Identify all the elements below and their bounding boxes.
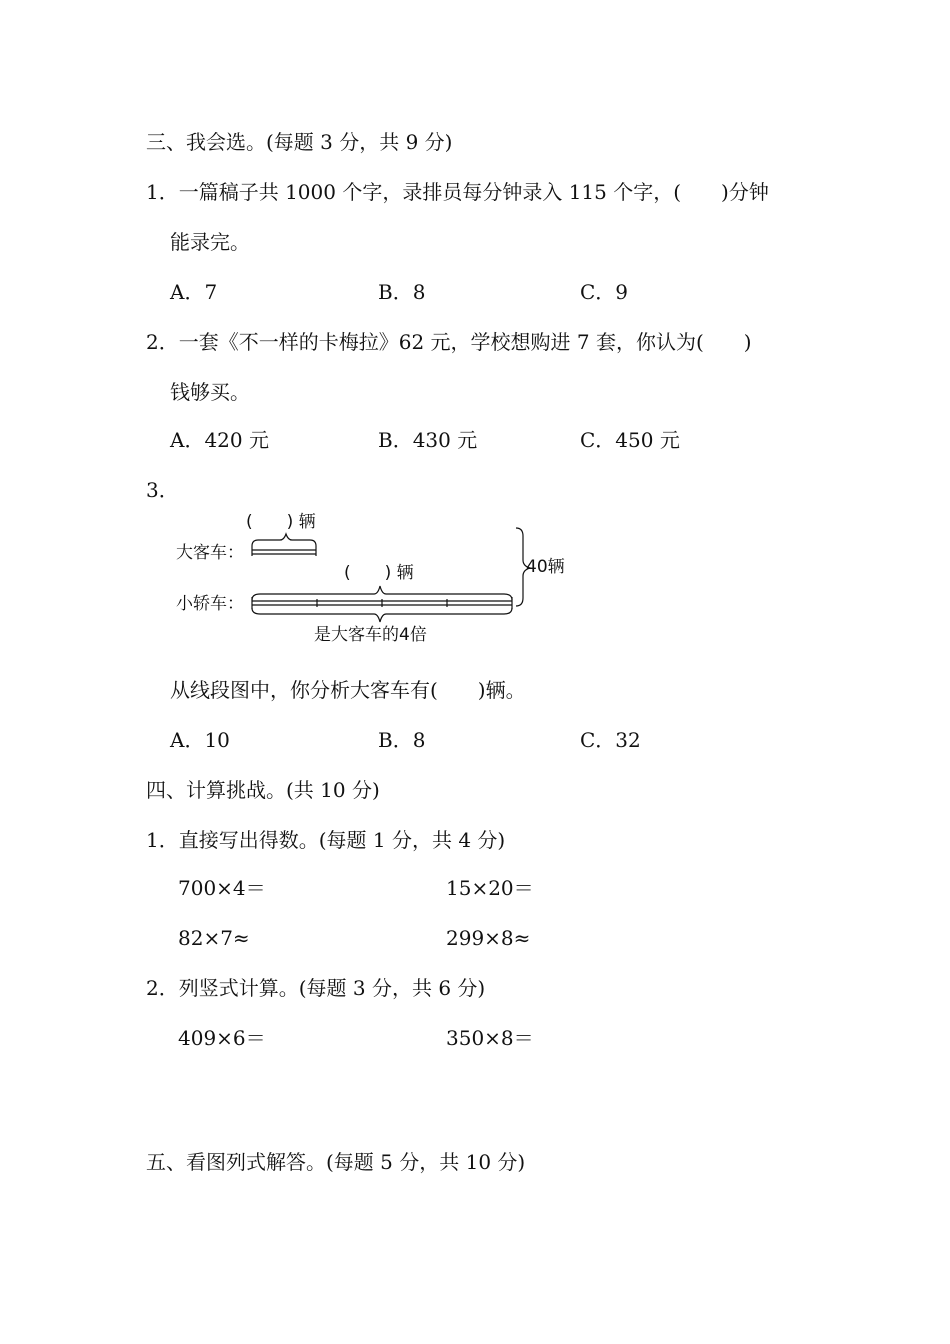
calc-item-1: 700×4＝ xyxy=(178,876,266,900)
section5-heading: 五、看图列式解答。(每题 5 分，共 10 分) xyxy=(146,1150,526,1174)
car-blank-label: ( ) 辆 xyxy=(344,563,414,583)
bus-blank-label: ( ) 辆 xyxy=(246,512,316,532)
calc-item-4: 299×8≈ xyxy=(446,926,531,950)
segment-diagram xyxy=(170,508,590,658)
q3-option-b[interactable]: B．8 xyxy=(378,728,426,752)
times-note-label: 是大客车的4倍 xyxy=(314,625,427,645)
section3-heading: 三、我会选。(每题 3 分，共 9 分) xyxy=(146,130,453,154)
q2-option-a[interactable]: A．420 元 xyxy=(170,428,269,452)
total-brace xyxy=(516,528,530,606)
car-bottom-brace xyxy=(252,608,512,622)
car-label: 小轿车： xyxy=(176,594,244,614)
q3-option-a[interactable]: A．10 xyxy=(170,728,230,752)
section4-heading: 四、计算挑战。(共 10 分) xyxy=(146,778,380,802)
vertical-calc-item-1: 409×6＝ xyxy=(178,1026,266,1050)
bus-label: 大客车： xyxy=(176,543,244,563)
q3-prompt: 从线段图中，你分析大客车有( )辆。 xyxy=(170,678,526,702)
q1-option-a[interactable]: A．7 xyxy=(170,280,218,304)
q2-line1: 2．一套《不一样的卡梅拉》62 元，学校想购进 7 套，你认为( ) xyxy=(146,330,752,354)
bus-brace xyxy=(252,534,316,546)
q1-line2: 能录完。 xyxy=(170,230,250,254)
q2-option-c[interactable]: C．450 元 xyxy=(580,428,680,452)
q1-option-c[interactable]: C．9 xyxy=(580,280,629,304)
s4-q2-title: 2．列竖式计算。(每题 3 分，共 6 分) xyxy=(146,976,486,1000)
vertical-calc-item-2: 350×8＝ xyxy=(446,1026,534,1050)
q2-option-b[interactable]: B．430 元 xyxy=(378,428,478,452)
q1-line1: 1．一篇稿子共 1000 个字，录排员每分钟录入 115 个字，( )分钟 xyxy=(146,180,769,204)
calc-item-3: 82×7≈ xyxy=(178,926,250,950)
car-top-brace xyxy=(252,586,512,600)
q3-option-c[interactable]: C．32 xyxy=(580,728,641,752)
q2-line2: 钱够买。 xyxy=(170,380,250,404)
s4-q1-title: 1．直接写出得数。(每题 1 分，共 4 分) xyxy=(146,828,506,852)
q1-option-b[interactable]: B．8 xyxy=(378,280,426,304)
total-label: 40辆 xyxy=(526,557,565,577)
q3-number: 3． xyxy=(146,478,179,502)
calc-item-2: 15×20＝ xyxy=(446,876,534,900)
diagram-lines xyxy=(170,508,590,658)
